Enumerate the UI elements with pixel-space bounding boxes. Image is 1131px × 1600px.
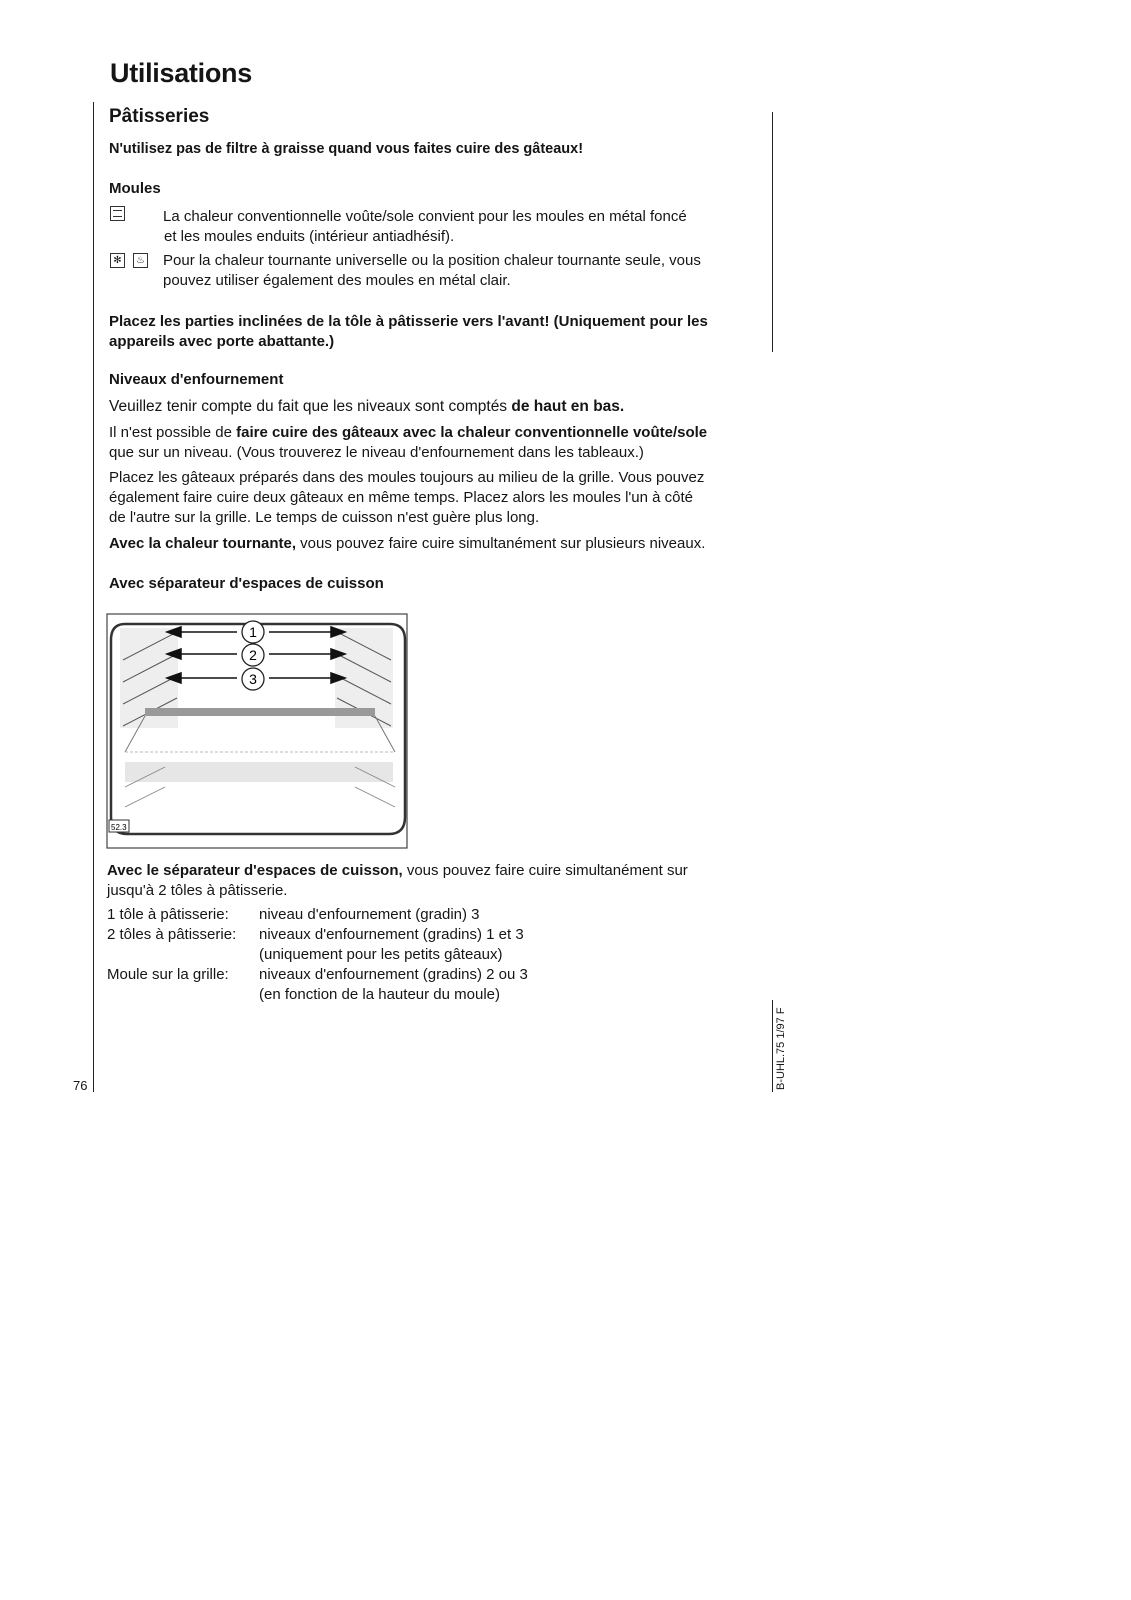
level-markers: [242, 621, 264, 690]
top-bottom-heat-icon: [110, 206, 125, 221]
table-row: 2 tôles à pâtisserie:: [107, 926, 237, 943]
level-1-label: 1: [249, 624, 257, 640]
separateur-paragraph: Avec le séparateur d'espaces de cuisson, vous pouvez faire cuire simultanément sur jusqu'à 2 tôles à pâtisserie.: [107, 862, 688, 899]
oven-diagram: [105, 612, 410, 852]
niveaux-paragraph-2: Il n'est possible de faire cuire des gâteaux avec la chaleur conventionnelle voûte/sole que sur un niveau. (Vous trouverez le niveau d'enfournement dans les tableaux.): [109, 424, 708, 461]
niveaux-paragraph-1: Veuillez tenir compte du fait que les niveaux sont comptés de haut en bas.: [109, 398, 625, 415]
left-rule: [93, 102, 94, 1092]
niveaux-heading: Niveaux d'enfournement: [109, 371, 284, 388]
level-2-label: 2: [249, 647, 257, 663]
moules-heading: Moules: [109, 180, 161, 197]
page-number: 76: [73, 1078, 88, 1093]
lower-shade: [125, 762, 393, 782]
level-3-label: 3: [249, 671, 257, 687]
section-title: Pâtisseries: [109, 106, 210, 127]
separator-plate: [145, 708, 375, 716]
table-row: 1 tôle à pâtisserie:: [107, 906, 229, 923]
warning-text: N'utilisez pas de filtre à graisse quand vous faites cuire des gâteaux!: [109, 141, 584, 157]
right-rule-bottom: [772, 1000, 773, 1092]
moules-item2: Pour la chaleur tournante universelle ou la position chaleur tournante seule, vous pouvez utiliser également des moules en métal clair.: [163, 252, 701, 289]
table-row: (en fonction de la hauteur du moule): [259, 986, 500, 1003]
table-row: niveau d'enfournement (gradin) 3: [259, 906, 480, 923]
right-rule-top: [772, 112, 773, 352]
page-title: Utilisations: [110, 58, 252, 88]
fan-heat-icon: ✻: [110, 253, 125, 268]
table-row: Moule sur la grille:: [107, 966, 229, 983]
figure-label: 52.3: [111, 823, 127, 832]
niveaux-paragraph-4: Avec la chaleur tournante, vous pouvez faire cuire simultanément sur plusieurs niveaux.: [109, 535, 706, 552]
document-code: B-UHL.75 1/97 F: [775, 1007, 787, 1090]
separateur-heading: Avec séparateur d'espaces de cuisson: [109, 575, 384, 592]
niveaux-paragraph-3: Placez les gâteaux préparés dans des moules toujours au milieu de la grille. Vous pouvez également faire cuire deux gâteaux en même temps. Placez alors les moules l'un à côté de l'autre sur la grille. Le temps de cuisson n'est guère plus long.: [109, 469, 705, 526]
hot-air-icon: ♨: [133, 253, 148, 268]
note-text: Placez les parties inclinées de la tôle à pâtisserie vers l'avant! (Uniquement pour les appareils avec porte abattante.): [109, 313, 708, 350]
table-row: niveaux d'enfournement (gradins) 2 ou 3: [259, 966, 528, 983]
table-row: (uniquement pour les petits gâteaux): [259, 946, 503, 963]
table-row: niveaux d'enfournement (gradins) 1 et 3: [259, 926, 524, 943]
moules-item1: La chaleur conventionnelle voûte/sole convient pour les moules en métal foncé et les moules enduits (intérieur antiadhésif).: [163, 208, 687, 245]
